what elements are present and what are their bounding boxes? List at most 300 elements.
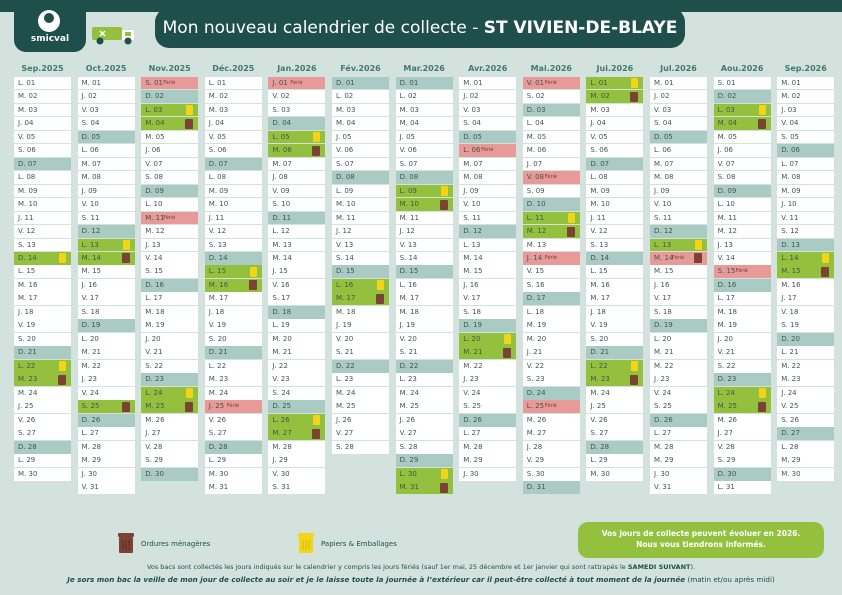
day-label: V. 13 [399, 240, 417, 249]
day-cell [268, 77, 325, 90]
day-label: J. 16 [463, 280, 479, 289]
day-label: J. 09 [654, 186, 670, 195]
day-label: D. 14 [18, 253, 37, 262]
day-label: M. 26 [717, 415, 737, 424]
day-label: D. 07 [590, 159, 610, 168]
day-cell [777, 77, 834, 90]
day-cell [141, 185, 198, 198]
day-cell [459, 346, 516, 359]
day-cell [141, 400, 198, 413]
ordures-bin-icon [440, 200, 448, 210]
day-label: J. 06 [145, 146, 161, 155]
day-cell [14, 131, 71, 144]
day-label: J. 20 [145, 334, 161, 343]
day-label: D. 22 [336, 361, 355, 370]
day-label: V. 08 [526, 173, 545, 182]
day-label: M. 20 [272, 334, 292, 343]
day-cell [332, 185, 389, 198]
day-label: M. 11 [145, 213, 165, 222]
day-cell [396, 265, 453, 278]
day-label: L. 11 [526, 213, 545, 222]
day-cell [141, 171, 198, 184]
day-cell [714, 319, 771, 332]
day-label: M. 10 [336, 200, 356, 209]
day-label: S. 19 [781, 321, 799, 330]
day-label: S. 01 [145, 78, 163, 87]
day-cell [396, 292, 453, 305]
day-label: J. 30 [654, 469, 670, 478]
day-cell [332, 360, 389, 373]
day-label: M. 14 [81, 253, 101, 262]
day-label: L. 05 [272, 132, 290, 141]
day-label: D. 11 [272, 213, 292, 222]
ordures-bin-icon [630, 92, 638, 102]
day-label: M. 17 [590, 294, 610, 303]
day-cell [586, 333, 643, 346]
day-label: D. 29 [399, 456, 419, 465]
day-label: S. 11 [463, 213, 481, 222]
day-cell [714, 454, 771, 467]
day-label: L. 10 [717, 200, 735, 209]
day-label: J. 24 [781, 388, 797, 397]
day-label: S. 27 [18, 429, 36, 438]
day-label: M. 14 [463, 253, 483, 262]
notice-box [578, 522, 824, 558]
day-cell [459, 144, 516, 157]
day-label: L. 01 [18, 78, 36, 87]
day-label: J. 13 [717, 240, 734, 249]
day-label: M. 04 [399, 119, 419, 128]
day-cell [141, 441, 198, 454]
day-label: M. 15 [81, 267, 101, 276]
day-cell [205, 158, 262, 171]
day-cell [396, 198, 453, 211]
day-label: M. 05 [145, 132, 165, 141]
day-label: M. 20 [526, 334, 547, 343]
day-cell [650, 117, 707, 130]
day-label: L. 06 [81, 146, 99, 155]
day-cell [268, 225, 325, 238]
day-label: M. 19 [717, 321, 737, 330]
notice-line1: Vos jours de collecte peuvent évoluer en 2026. [601, 529, 801, 538]
day-cell [586, 387, 643, 400]
day-label: S. 28 [399, 442, 418, 451]
day-cell [714, 90, 771, 103]
day-label: M. 17 [208, 294, 229, 303]
day-cell [205, 306, 262, 319]
day-cell [141, 198, 198, 211]
day-label: S. 31 [272, 483, 291, 492]
day-cell [78, 212, 135, 225]
day-cell [777, 225, 834, 238]
day-cell [268, 427, 325, 440]
holiday-label: Férié [481, 147, 494, 154]
day-cell [523, 360, 580, 373]
day-label: V. 19 [208, 321, 227, 330]
papiers-bin-icon [59, 253, 66, 263]
day-label: J. 04 [18, 119, 34, 128]
day-cell [459, 279, 516, 292]
day-label: D. 02 [717, 92, 737, 101]
day-label: M. 28 [654, 442, 674, 451]
month-column [396, 62, 453, 494]
day-cell [523, 252, 580, 265]
day-cell [714, 144, 771, 157]
day-label: M. 18 [336, 307, 356, 316]
day-cell [523, 212, 580, 225]
day-cell [205, 292, 262, 305]
month-header: Mai.2026 [530, 64, 572, 73]
day-label: J. 23 [463, 375, 479, 384]
day-label: S. 15 [717, 267, 736, 276]
day-cell [205, 77, 262, 90]
day-cell [459, 454, 516, 467]
day-cell [650, 131, 707, 144]
day-label: M. 15 [781, 267, 801, 276]
day-label: D. 15 [336, 267, 355, 276]
day-cell [459, 441, 516, 454]
day-cell [777, 239, 834, 252]
ordures-bin-icon [821, 267, 829, 277]
day-cell [523, 131, 580, 144]
day-cell [78, 427, 135, 440]
day-label: D. 12 [81, 227, 101, 236]
papiers-bin-icon [759, 105, 766, 115]
day-cell [459, 90, 516, 103]
day-label: D. 03 [526, 105, 546, 114]
day-cell [523, 198, 580, 211]
day-label: D. 24 [526, 388, 546, 397]
day-label: M. 24 [590, 388, 610, 397]
day-label: M. 27 [272, 429, 292, 438]
day-label: D. 21 [208, 348, 228, 357]
logo-text: smicval [30, 34, 70, 44]
day-label: J. 02 [654, 92, 670, 101]
day-cell [141, 360, 198, 373]
month-header: Sep.2025 [21, 64, 64, 73]
day-label: L. 20 [654, 334, 672, 343]
day-label: M. 01 [781, 78, 801, 87]
day-cell [141, 131, 198, 144]
day-cell [14, 252, 71, 265]
day-cell [141, 387, 198, 400]
day-cell [586, 198, 643, 211]
day-cell [586, 400, 643, 413]
day-label: V. 15 [526, 267, 545, 276]
ordures-bin-icon [503, 348, 511, 358]
day-label: V. 01 [526, 78, 545, 87]
day-label: V. 04 [781, 119, 799, 128]
day-cell [396, 333, 453, 346]
day-cell [650, 387, 707, 400]
day-cell [650, 212, 707, 225]
day-label: S. 30 [526, 469, 545, 478]
day-label: M. 07 [272, 159, 292, 168]
day-label: M. 07 [463, 159, 483, 168]
day-cell [332, 333, 389, 346]
day-cell [268, 414, 325, 427]
day-label: D. 07 [208, 159, 228, 168]
day-cell [523, 427, 580, 440]
month-column [14, 62, 71, 481]
day-cell [459, 117, 516, 130]
day-cell [205, 171, 262, 184]
day-cell [14, 104, 71, 117]
day-cell [332, 158, 389, 171]
day-label: M. 28 [272, 442, 292, 451]
day-label: J. 22 [272, 361, 288, 370]
day-cell [268, 468, 325, 481]
day-label: M. 27 [526, 429, 547, 438]
day-cell [78, 171, 135, 184]
day-cell [205, 279, 262, 292]
day-cell [714, 373, 771, 386]
day-cell [78, 198, 135, 211]
day-label: V. 24 [654, 388, 672, 397]
day-cell [78, 131, 135, 144]
ordures-bin-icon [249, 280, 257, 290]
day-label: L. 22 [18, 361, 36, 370]
day-cell [205, 225, 262, 238]
day-label: M. 06 [526, 146, 547, 155]
day-label: V. 26 [208, 415, 227, 424]
day-cell [714, 171, 771, 184]
day-cell [650, 319, 707, 332]
day-label: L. 08 [18, 173, 36, 182]
day-cell [523, 468, 580, 481]
day-cell [14, 90, 71, 103]
page-title [155, 8, 685, 48]
ordures-bin-icon [440, 483, 448, 493]
day-label: S. 17 [272, 294, 291, 303]
day-cell [332, 306, 389, 319]
day-cell [268, 239, 325, 252]
day-label: L. 04 [526, 119, 545, 128]
day-label: D. 12 [654, 227, 673, 236]
day-label: J. 29 [272, 456, 288, 465]
day-cell [459, 171, 516, 184]
day-label: L. 02 [336, 92, 354, 101]
day-label: V. 14 [145, 253, 163, 262]
papiers-bin-icon [313, 132, 320, 142]
day-label: V. 27 [399, 429, 417, 438]
day-label: D. 05 [81, 132, 101, 141]
day-label: J. 16 [81, 280, 98, 289]
month-header: Jui.2026 [596, 64, 634, 73]
day-label: L. 06 [654, 146, 672, 155]
holiday-label: Férié [544, 174, 557, 181]
day-label: M. 22 [81, 361, 101, 370]
day-cell [586, 441, 643, 454]
day-label: S. 18 [81, 307, 100, 316]
day-label: V. 03 [81, 105, 99, 114]
day-cell [523, 441, 580, 454]
day-label: J. 30 [463, 469, 479, 478]
day-label: M. 03 [336, 105, 356, 114]
day-cell [141, 252, 198, 265]
day-label: M. 29 [463, 456, 483, 465]
holiday-label: Férié [163, 214, 176, 221]
day-cell [650, 185, 707, 198]
day-label: J. 17 [781, 294, 797, 303]
day-label: D. 26 [81, 415, 101, 424]
day-label: M. 05 [526, 132, 547, 141]
day-cell [586, 306, 643, 319]
day-label: L. 28 [781, 442, 799, 451]
header [0, 0, 842, 56]
day-label: J. 11 [208, 213, 225, 222]
day-label: S. 10 [272, 200, 291, 209]
day-label: L. 29 [590, 456, 608, 465]
day-label: V. 13 [336, 240, 354, 249]
day-cell [332, 104, 389, 117]
day-label: J. 13 [145, 240, 161, 249]
day-cell [396, 360, 453, 373]
day-cell [268, 131, 325, 144]
day-cell [777, 144, 834, 157]
day-label: L. 29 [208, 456, 227, 465]
day-cell [523, 185, 580, 198]
day-cell [332, 400, 389, 413]
day-label: S. 29 [717, 456, 736, 465]
day-cell [459, 225, 516, 238]
day-cell [78, 414, 135, 427]
day-cell [205, 239, 262, 252]
legend-ordures-label: Ordures ménagères [141, 540, 211, 548]
day-label: D. 09 [717, 186, 737, 195]
day-cell [777, 306, 834, 319]
day-label: M. 23 [781, 375, 801, 384]
day-label: J. 06 [717, 146, 734, 155]
papiers-bin-icon [631, 78, 638, 88]
day-label: D. 15 [399, 267, 419, 276]
papiers-bin-icon [313, 415, 320, 425]
day-cell [714, 481, 771, 494]
day-label: M. 17 [336, 294, 356, 303]
day-cell [523, 117, 580, 130]
day-label: M. 28 [81, 442, 101, 451]
day-cell [396, 131, 453, 144]
day-label: M. 18 [717, 307, 737, 316]
day-cell [78, 104, 135, 117]
ordures-bin-icon [312, 429, 320, 439]
day-cell [523, 225, 580, 238]
day-cell [459, 360, 516, 373]
day-cell [332, 144, 389, 157]
day-cell [586, 144, 643, 157]
day-cell [205, 414, 262, 427]
papiers-bin-icon [186, 105, 193, 115]
day-label: M. 22 [654, 361, 674, 370]
day-cell [396, 441, 453, 454]
day-cell [14, 158, 71, 171]
day-cell [650, 171, 707, 184]
day-label: V. 05 [18, 132, 36, 141]
day-cell [332, 346, 389, 359]
footer-line1-bold: SAMEDI SUIVANT [627, 563, 691, 571]
day-label: J. 12 [336, 227, 352, 236]
day-label: S. 14 [399, 253, 418, 262]
day-label: V. 12 [208, 227, 227, 236]
day-label: S. 29 [145, 456, 163, 465]
month-header: Déc.2025 [212, 64, 255, 73]
day-cell [205, 468, 262, 481]
ordures-bin-icon [122, 253, 130, 263]
day-label: J. 02 [81, 92, 98, 101]
day-cell [396, 454, 453, 467]
day-cell [459, 104, 516, 117]
day-cell [777, 158, 834, 171]
footer-line1-text: Vos bacs sont collectés les jours indiqués sur le calendrier y compris les jours fériés (sauf 1er mai, 25 décembre et 1er janvier qui sont rattrapés le [146, 563, 628, 571]
day-label: L. 12 [272, 227, 290, 236]
day-cell [78, 481, 135, 494]
day-label: M. 16 [18, 280, 38, 289]
day-cell [14, 212, 71, 225]
day-label: D. 26 [654, 415, 673, 424]
day-label: V. 06 [336, 146, 354, 155]
day-label: S. 02 [526, 92, 545, 101]
day-label: D. 19 [81, 321, 101, 330]
day-cell [141, 468, 198, 481]
day-label: J. 19 [399, 321, 416, 330]
day-label: J. 23 [81, 375, 98, 384]
day-cell [332, 239, 389, 252]
day-cell [714, 252, 771, 265]
day-label: V. 21 [145, 348, 163, 357]
day-label: J. 11 [590, 213, 606, 222]
day-label: L. 03 [145, 105, 163, 114]
day-cell [141, 414, 198, 427]
day-label: D. 28 [590, 442, 610, 451]
day-cell [650, 292, 707, 305]
day-cell [141, 77, 198, 90]
day-cell [523, 373, 580, 386]
day-label: L. 09 [336, 186, 354, 195]
month-header: Avr.2026 [468, 64, 508, 73]
day-cell [396, 144, 453, 157]
day-cell [396, 306, 453, 319]
legend-papiers-label: Papiers & Emballages [321, 540, 397, 548]
day-cell [523, 306, 580, 319]
day-cell [650, 90, 707, 103]
month-column [332, 62, 389, 454]
day-cell [459, 131, 516, 144]
day-label: M. 08 [81, 173, 101, 182]
day-label: S. 08 [717, 173, 736, 182]
day-cell [141, 104, 198, 117]
day-cell [714, 400, 771, 413]
day-cell [777, 104, 834, 117]
day-label: M. 23 [590, 375, 610, 384]
day-label: J. 08 [272, 173, 288, 182]
day-cell [268, 171, 325, 184]
day-label: V. 24 [463, 388, 481, 397]
day-label: D. 05 [654, 132, 673, 141]
day-label: L. 31 [717, 483, 735, 492]
day-label: L. 02 [399, 92, 417, 101]
day-cell [459, 333, 516, 346]
day-cell [14, 225, 71, 238]
day-label: D. 01 [336, 78, 355, 87]
day-label: S. 11 [654, 213, 672, 222]
day-cell [205, 373, 262, 386]
day-label: D. 12 [463, 227, 482, 236]
day-cell [459, 373, 516, 386]
day-label: M. 12 [717, 227, 737, 236]
day-label: L. 01 [590, 78, 608, 87]
day-label: M. 10 [399, 200, 419, 209]
day-cell [714, 414, 771, 427]
